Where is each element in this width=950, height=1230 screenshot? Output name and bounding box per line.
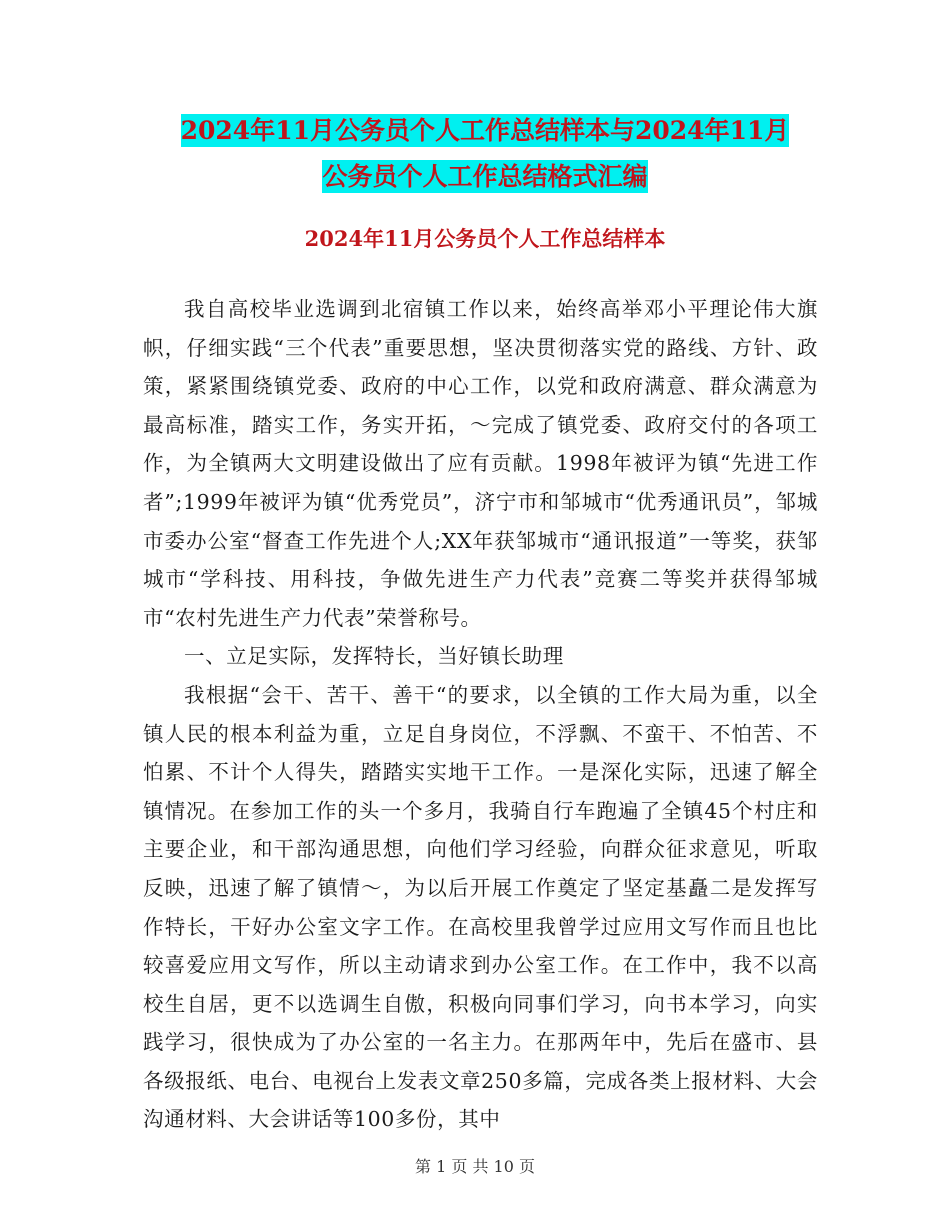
document-body	[143, 290, 818, 1139]
paragraph-intro: 我自高校毕业选调到北宿镇工作以来，始终高举邓小平理论伟大旗帜，仔细实践“三个代表”重要思想，坚决贯彻落实党的路线、方针、政策，紧紧围绕镇党委、政府的中心工作，以党和政府满意、群众满意为最高标准，踏实工作，务实开拓，～完成了镇党委、政府交付的各项工作，为全镇两大文明建设做出了应有贡献。1998年被评为镇“先进工作者”;1999年被评为镇“优秀党员”，济宁市和邹城市“优秀通讯员”，邹城市委办公室“督查工作先进个人;XX年获邹城市“通讯报道”一等奖，获邹城市“学科技、用科技，争做先进生产力代表”竞赛二等奖并获得邹城市“农村先进生产力代表”荣誉称号。	[143, 297, 818, 630]
title-line-2: 公务员个人工作总结格式汇编	[322, 162, 648, 191]
section-title: 2024年11月公务员个人工作总结样本	[304, 226, 666, 251]
page-footer: 第 1 页 共 10 页	[415, 1157, 535, 1176]
paragraph-heading-1: 一、立足实际，发挥特长，当好镇长助理	[184, 644, 564, 669]
document-title	[100, 108, 870, 200]
title-line-1: 2024年11月公务员个人工作总结样本与2024年11月	[180, 116, 790, 145]
paragraph-body-1: 我根据“会干、苦干、善干“的要求，以全镇的工作大局为重，以全镇人民的根本利益为重，立足自身岗位，不浮飘、不蛮干、不怕苦、不怕累、不计个人得失，踏踏实实地干工作。一是深化实际，迅速了解全镇情况。在参加工作的头一个多月，我骑自行车跑遍了全镇45个村庄和主要企业，和干部沟通思想，向他们学习经验，向群众征求意见，听取反映，迅速了解了镇情～，为以后开展工作奠定了坚定基矗二是发挥写作特长，干好办公室文字工作。在高校里我曾学过应用文写作而且也比较喜爱应用文写作，所以主动请求到办公室工作。在工作中，我不以高校生自居，更不以选调生自傲，积极向同事们学习，向书本学习，向实践学习，很快成为了办公室的一名主力。在那两年中，先后在盛市、县各级报纸、电台、电视台上发表文章250多篇，完成各类上报材料、大会沟通材料、大会讲话等100多份，其中	[143, 682, 818, 1132]
